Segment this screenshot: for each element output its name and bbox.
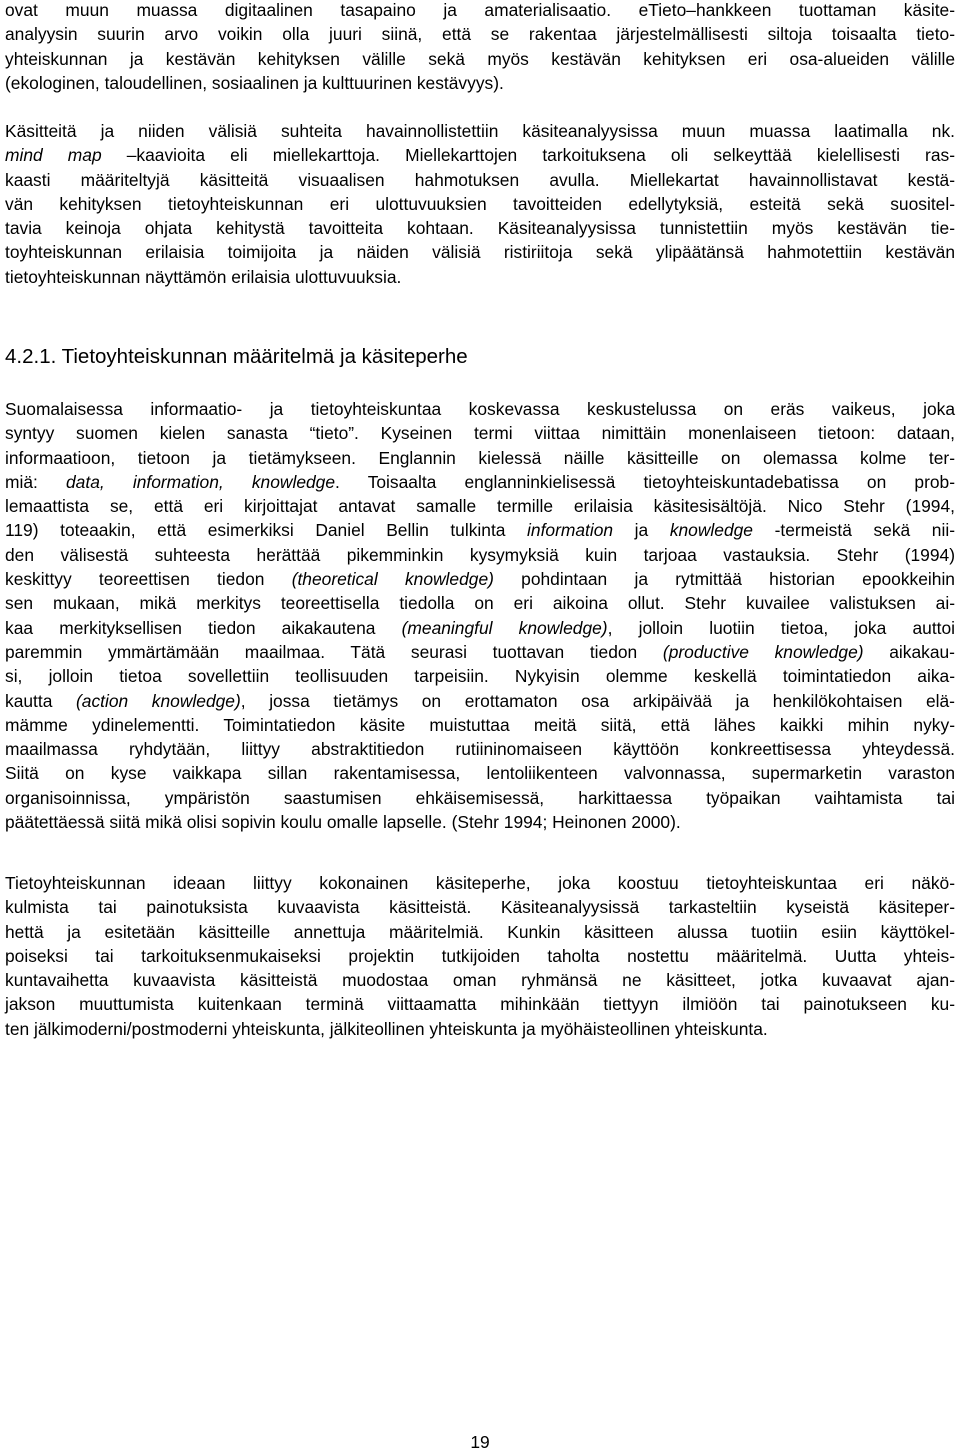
page-number: 19 [470,1432,490,1452]
text-run: keskittyy teoreettisen tiedon [5,569,292,590]
italic-term: data, information, knowledge [66,471,336,492]
text-line: Siitä on kyse vaikkapa sillan rakentamisessa, lentoliikenteen valvonnassa, supermarketin varaston [5,763,955,784]
italic-term: information [527,520,614,541]
text-run: paremmin ymmärtämään maailmaa. Tätä seurasi tuottavan tiedon [5,641,663,662]
text-line: hettä ja esitetään käsitteille annettuja määritelmiä. Kunkin käsitteen alussa tuotiin esiin käyttökel- [5,921,955,942]
text-line [5,640,955,664]
text-line: maailmassa ryhdytään, liittyy abstraktitiedon rutiininomaiseen käyttöön konkreettisessa yhteydessä. [5,739,955,760]
text-line: mämme ydinelementti. Toimintatiedon käsite muistuttaa meitä siitä, että lähes kaikki mihin nyky- [5,714,955,735]
text-run: . Toisaalta englanninkielisessä tietoyhteiskuntadebatissa on prob- [335,471,955,492]
text-run: aikakau- [863,641,955,662]
text-line: vän kehityksen tietoyhteiskunnan eri ulottuvuuksien tavoitteiden edellytyksiä, esteitä sekä suositel- [5,193,955,214]
text-line: ovat muun muassa digitaalinen tasapaino ja amaterialisaatio. eTieto–hankkeen tuottaman käsite- [5,0,955,20]
text-line: (ekologinen, taloudellinen, sosiaalinen ja kulttuurinen kestävyys). [5,72,504,93]
text-line: informaatioon, tietoon ja tietämykseen. Englannin kielessä näille käsitteille on olemassa kolme ter- [5,447,955,468]
text-line: yhteiskunnan ja kestävän kehityksen välille sekä myös kestävän kehityksen eri osa-alueiden välille [5,48,955,69]
text-line: ten jälkimoderni/postmoderni yhteiskunta, jälkiteollinen yhteiskunta ja myöhäisteollinen yhteiskunta. [5,1018,768,1039]
text-run: 119) toteaakin, että esimerkiksi Daniel Bellin tulkinta [5,520,528,541]
text-line [5,616,955,640]
text-run: kaa merkityksellisen tiedon aikakautena [5,617,402,638]
text-line: Suomalaisessa informaatio- ja tietoyhteiskuntaa koskevassa keskustelussa on eräs vaikeus, joka [5,399,955,419]
italic-term: (theoretical knowledge) [291,569,494,590]
text-run: pohdintaan ja rytmittää historian epookkeihin [493,569,955,590]
text-run: miä: [5,471,67,492]
text-line: si, jolloin tietoa sovellettiin teollisuuden tarpeisiin. Nykyisin olemme keskellä toimintatiedon aika- [5,666,955,687]
text-line: lemaattista se, että eri kirjoittajat antavat samalle termille erilaisia käsitesisältöjä. Nico Stehr (1994, [5,496,955,517]
text-line [5,689,955,713]
text-line [5,470,955,494]
text-line: päätettäessä siitä mikä olisi sopivin koulu omalle lapselle. (Stehr 1994; Heinonen 2000). [5,812,681,833]
text-run: kautta [5,690,76,711]
text-line: kaasti määriteltyjä käsitteitä visuaalisen hahmotuksen avulla. Miellekartat havainnollistavat kestä- [5,169,955,190]
text-line: poiseksi tai tarkoituksenmukaiseksi projektin tutkijoiden taholta nostettu määritelmä. Uutta yhteis- [5,945,955,966]
text-line: organisoinnissa, ympäristön saastumisen ehkäisemisessä, harkittaessa työpaikan vaihtamista tai [5,787,955,808]
text-line: tietoyhteiskunnan näyttämön erilaisia ulottuvuuksia. [5,266,402,287]
italic-term: (productive knowledge) [662,641,864,662]
text-run: -termeistä sekä nii- [752,520,955,541]
text-line: Käsitteitä ja niiden välisiä suhteita havainnollistettiin käsiteanalyysissa muun muassa laatimalla nk. [5,121,955,141]
text-run: , jolloin luotiin tietoa, joka auttoi [607,617,956,638]
text-run: ja [613,520,670,541]
text-run: , jossa tietämys on erottamaton osa arkipäivää ja henkilökohtaisen elä- [240,690,955,711]
text-line: analyysin suurin arvo voikin olla juuri siinä, että se rakentaa järjestelmällisesti siltoja toisaalta tieto- [5,24,955,45]
text-line: syntyy suomen kielen sanasta “tieto”. Kyseinen termi viittaa nimittäin monenlaiseen tietoon: dataan, [5,423,955,444]
text-line: sen mukaan, mikä merkitys teoreettisella tiedolla on eri aikoina ollut. Stehr kuvailee valistuksen ai- [5,593,955,614]
text-line: Tietoyhteiskunnan ideaan liittyy kokonainen käsiteperhe, joka koostuu tietoyhteiskuntaa eri näkö- [5,873,955,893]
italic-term: (action knowledge) [76,690,241,711]
text-line [5,143,955,167]
paragraph-definition [5,397,955,834]
text-line: kuntavaihetta kuvaavista käsitteistä muodostaa oman ryhmänsä ne käsitteet, jotka kuvaavat ajan- [5,970,955,991]
text-line: kulmista tai painotuksista kuvaavista käsitteistä. Käsiteanalyysissä tarkasteltiin kyseistä käsiteper- [5,897,955,918]
text-line: toyhteiskunnan erilaisia toimijoita ja näiden välisiä ristiriitoja sekä ylipäätänsä hahmotettiin kestävän [5,242,955,263]
section-heading: 4.2.1. Tietoyhteiskunnan määritelmä ja käsiteperhe [5,345,468,368]
italic-term: knowledge [669,520,753,541]
text-run: –kaavioita eli miellekarttoja. Miellekarttojen tarkoituksena oli selkeyttää kielellisesti ras- [101,145,955,166]
text-line [5,567,955,591]
paragraph-concept-family [5,871,955,1041]
text-line: den välisestä suhteesta herättää pikemminkin kysymyksiä kuin tarjoaa vastauksia. Stehr (1994) [5,544,955,565]
italic-term: mind map [5,145,102,166]
text-line: tavia keinoja ohjata kehitystä tavoitteita kohtaan. Käsiteanalyysissa tunnistettiin myös kestävän tie- [5,218,955,239]
text-line: jakson muuttumista kuitenkaan terminä viittaamatta mihinkään tiettyyn ilmiöön tai painotukseen ku- [5,994,955,1015]
italic-term: (meaningful knowledge) [401,617,608,638]
paragraph-mindmap [5,119,955,289]
text-line [5,518,955,542]
paragraph-intro [5,0,955,95]
